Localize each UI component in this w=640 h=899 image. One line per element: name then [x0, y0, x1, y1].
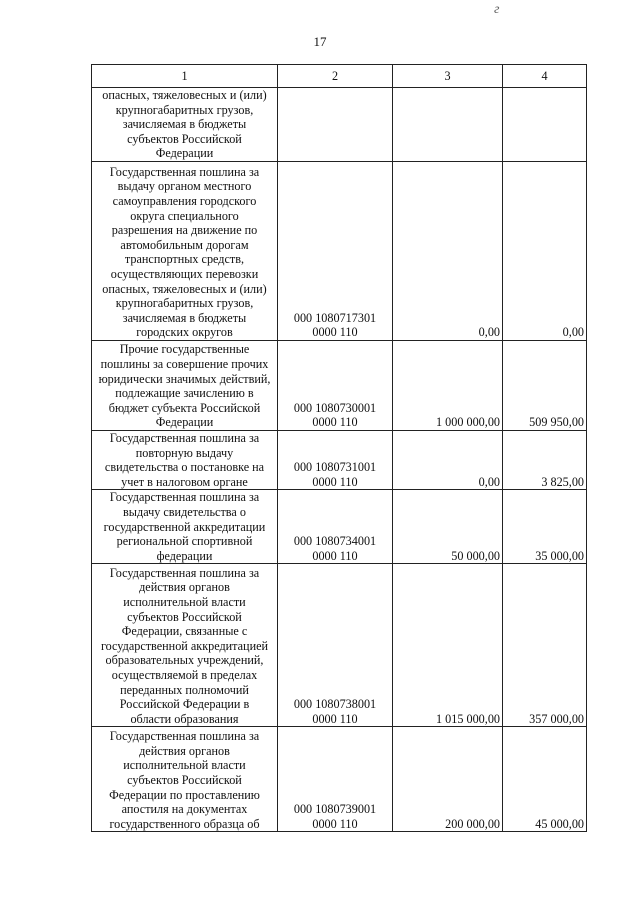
header-col-4: 4	[503, 65, 587, 88]
row-col4-value: 45 000,00	[503, 727, 587, 832]
row-code: 000 1080730001 0000 110	[278, 340, 393, 430]
row-col3-value	[393, 88, 503, 162]
row-col3-value: 0,00	[393, 430, 503, 489]
table-row	[92, 88, 587, 162]
row-code: 000 1080717301 0000 110	[278, 161, 393, 340]
table-row	[92, 430, 587, 489]
budget-table	[91, 64, 587, 832]
row-col4-value: 35 000,00	[503, 490, 587, 564]
table-header-row	[92, 65, 587, 88]
row-col4-value	[503, 88, 587, 162]
table-row	[92, 340, 587, 430]
table-row	[92, 490, 587, 564]
table-row	[92, 161, 587, 340]
row-name: Государственная пошлина за выдачу органом местного самоуправления городского округа специального разрешения на движение по автомобильным дорогам транспортных средств, осуществляющих перевозки опасных, тяжеловесных и (или) крупногабаритных грузов, зачисляемая в бюджеты городских округов	[92, 161, 278, 340]
row-code: 000 1080731001 0000 110	[278, 430, 393, 489]
header-col-3: 3	[393, 65, 503, 88]
row-col4-value: 509 950,00	[503, 340, 587, 430]
row-code: 000 1080739001 0000 110	[278, 727, 393, 832]
row-col3-value: 50 000,00	[393, 490, 503, 564]
row-code: 000 1080738001 0000 110	[278, 564, 393, 727]
table-row	[92, 564, 587, 727]
row-col3-value: 1 015 000,00	[393, 564, 503, 727]
header-col-1: 1	[92, 65, 278, 88]
row-col4-value: 3 825,00	[503, 430, 587, 489]
row-name: Государственная пошлина за выдачу свидетельства о государственной аккредитации региональной спортивной федерации	[92, 490, 278, 564]
row-col3-value: 200 000,00	[393, 727, 503, 832]
row-col3-value: 0,00	[393, 161, 503, 340]
row-code	[278, 88, 393, 162]
header-col-2: 2	[278, 65, 393, 88]
row-name: Государственная пошлина за действия органов исполнительной власти субъектов Российской Федерации по проставлению апостиля на документах государственного образца об	[92, 727, 278, 832]
row-name: опасных, тяжеловесных и (или) крупногабаритных грузов, зачисляемая в бюджеты субъектов Российской Федерации	[92, 88, 278, 162]
row-name: Государственная пошлина за действия органов исполнительной власти субъектов Российской Федерации, связанные с государственной аккредитацией образовательных учреждений, осуществляемой в пределах переданных полномочий Российской Федерации в области образования	[92, 564, 278, 727]
row-name: Прочие государственные пошлины за совершение прочих юридически значимых действий, подлежащие зачислению в бюджет субъекта Российской Федерации	[92, 340, 278, 430]
corner-mark: г	[494, 2, 500, 17]
page-number: 17	[313, 34, 327, 49]
table-row	[92, 727, 587, 832]
row-name: Государственная пошлина за повторную выдачу свидетельства о постановке на учет в налоговом органе	[92, 430, 278, 489]
row-col3-value: 1 000 000,00	[393, 340, 503, 430]
row-code: 000 1080734001 0000 110	[278, 490, 393, 564]
row-col4-value: 0,00	[503, 161, 587, 340]
row-col4-value: 357 000,00	[503, 564, 587, 727]
